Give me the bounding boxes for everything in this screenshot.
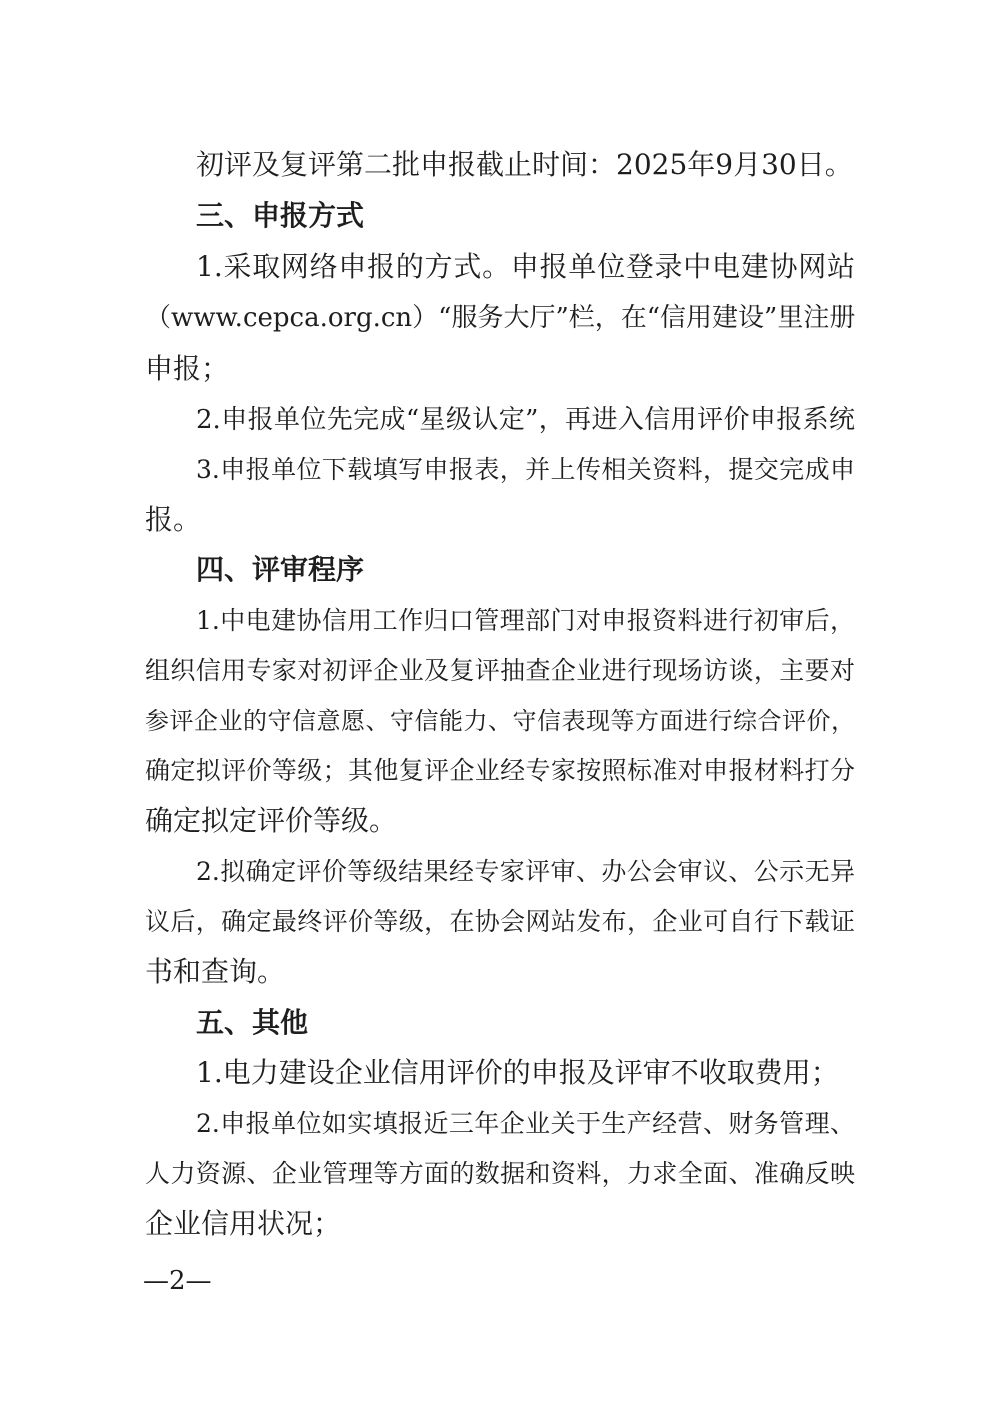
paragraph-line: 2.申报单位先完成“星级认定”，再进入信用评价申报系统 bbox=[196, 405, 855, 435]
paragraph-line: 申报； bbox=[145, 352, 230, 385]
paragraph-line: 书和查询。 bbox=[145, 955, 286, 988]
paragraph-line: 1.中电建协信用工作归口管理部门对申报资料进行初审后， bbox=[196, 606, 855, 635]
paragraph-line: 2.拟确定评价等级结果经专家评审、办公会审议、公示无异 bbox=[196, 857, 855, 886]
paragraph-line: 3.申报单位下载填写申报表，并上传相关资料，提交完成申 bbox=[196, 455, 855, 484]
paragraph-line: 2.申报单位如实填报近三年企业关于生产经营、财务管理、 bbox=[196, 1109, 855, 1138]
section-heading: 四、评审程序 bbox=[196, 553, 365, 586]
paragraph-line: 企业信用状况； bbox=[145, 1207, 342, 1240]
section-heading: 五、其他 bbox=[196, 1006, 309, 1039]
paragraph-line: 初评及复评第二批申报截止时间：2025年9月30日。 bbox=[196, 148, 853, 181]
paragraph-line: 确定拟评价等级；其他复评企业经专家按照标准对申报材料打分 bbox=[145, 756, 855, 785]
page-number: —2— bbox=[143, 1266, 212, 1296]
paragraph-line: 组织信用专家对初评企业及复评抽查企业进行现场访谈，主要对 bbox=[145, 656, 855, 685]
section-heading: 三、申报方式 bbox=[196, 199, 365, 232]
paragraph-line: 议后，确定最终评价等级，在协会网站发布，企业可自行下载证 bbox=[145, 907, 855, 936]
paragraph-line: 人力资源、企业管理等方面的数据和资料，力求全面、准确反映 bbox=[145, 1159, 855, 1188]
paragraph-line: 报。 bbox=[145, 503, 202, 536]
paragraph-line: 参评企业的守信意愿、守信能力、守信表现等方面进行综合评价， bbox=[145, 707, 855, 735]
paragraph-line: （www.cepca.org.cn）“服务大厅”栏，在“信用建设”里注册 bbox=[145, 303, 856, 333]
paragraph-line: 1.采取网络申报的方式。申报单位登录中电建协网站 bbox=[196, 250, 855, 283]
paragraph-line: 确定拟定评价等级。 bbox=[145, 804, 398, 837]
paragraph-line: 1.电力建设企业信用评价的申报及评审不收取费用； bbox=[196, 1056, 839, 1089]
